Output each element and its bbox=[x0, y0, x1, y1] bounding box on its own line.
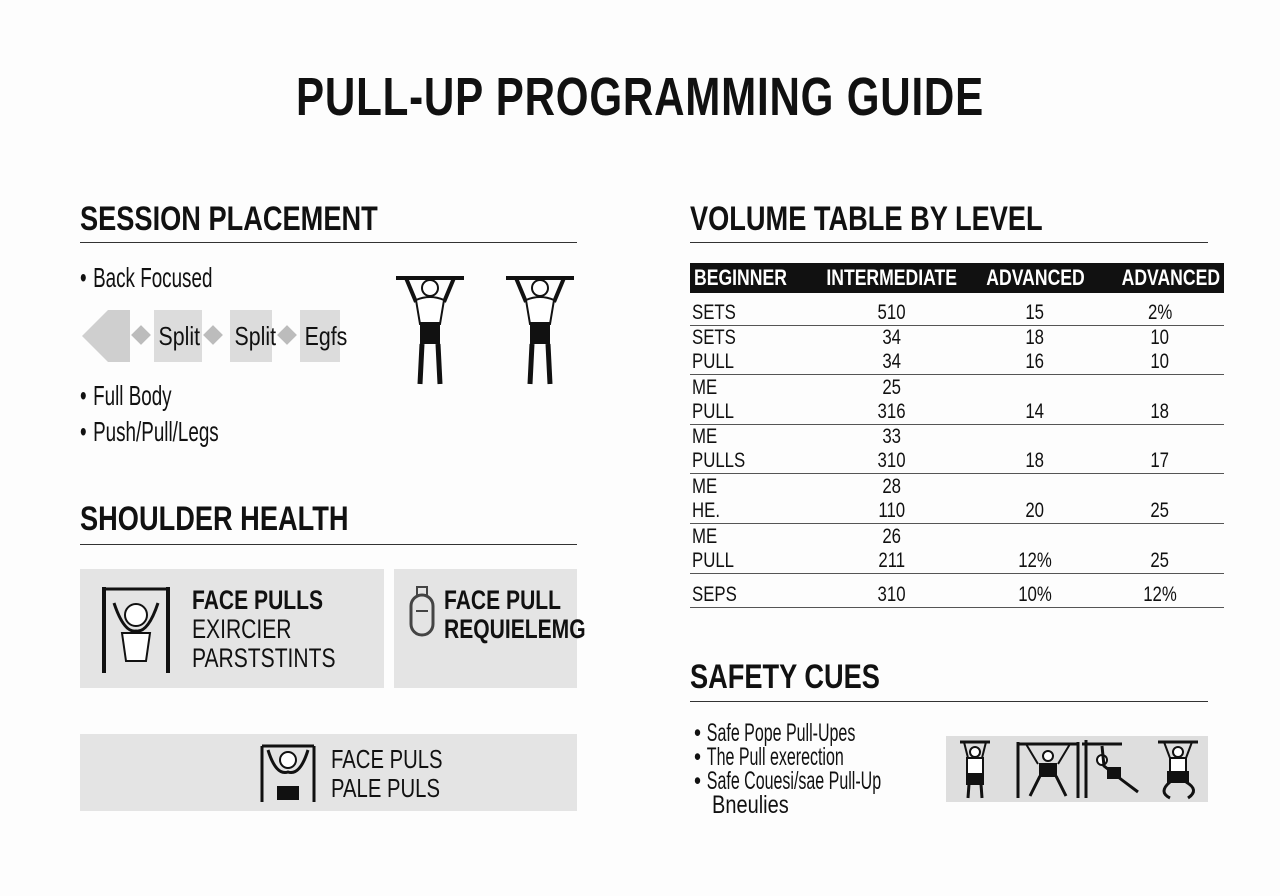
cell-value: 316 bbox=[877, 399, 906, 423]
cell-value: 26 bbox=[882, 524, 902, 548]
table-cell bbox=[1097, 374, 1224, 424]
table-cell bbox=[1097, 523, 1224, 573]
face-pulls-text: FACE PULLS EXIRCIER PARSTSTINTS bbox=[192, 585, 336, 673]
cell-value: 211 bbox=[878, 548, 906, 572]
face-pulls-card bbox=[80, 569, 384, 688]
cell-value: 25 bbox=[1150, 548, 1170, 572]
cell-value: 10 bbox=[1150, 349, 1170, 373]
shoulder-health-heading: SHOULDER HEALTH bbox=[80, 500, 349, 538]
col-header-advanced: ADVANCED bbox=[974, 263, 1097, 293]
face-pull-figure-icon bbox=[258, 742, 318, 804]
col-header-advanced-2: ADVANCED bbox=[1097, 263, 1224, 293]
table-cell bbox=[974, 374, 1097, 424]
session-placement-heading: SESSION PLACEMENT bbox=[80, 200, 378, 238]
cell-value: HE. bbox=[692, 498, 721, 522]
safety-cue-1: • Safe Pope Pull-Upes bbox=[694, 719, 856, 747]
cell-value: 18 bbox=[1150, 399, 1170, 423]
table-cell bbox=[974, 573, 1097, 607]
table-cell bbox=[810, 374, 973, 424]
cell-value: 12% bbox=[1018, 548, 1052, 572]
cell-value: 110 bbox=[878, 498, 906, 522]
cell-value: ME bbox=[692, 524, 718, 548]
face-pull-card bbox=[394, 569, 586, 688]
face-puls-card bbox=[80, 734, 577, 811]
volume-table bbox=[690, 263, 1224, 608]
cell-value: 33 bbox=[882, 424, 902, 448]
volume-table-header bbox=[690, 263, 1224, 293]
cell-value: 34 bbox=[882, 349, 902, 373]
table-cell bbox=[1097, 293, 1224, 325]
bullet-back-focused: • Back Focused bbox=[80, 262, 213, 293]
chip-egfs: Egfs bbox=[300, 310, 340, 362]
session-divider bbox=[80, 242, 577, 243]
table-cell bbox=[690, 293, 810, 325]
safety-cue-3: • Safe Couesi/sae Pull-Up bbox=[694, 767, 881, 795]
table-cell bbox=[974, 523, 1097, 573]
cell-value: SETS bbox=[692, 300, 736, 324]
volume-divider bbox=[690, 242, 1208, 243]
cell-value: 12% bbox=[1143, 582, 1177, 606]
table-cell bbox=[810, 473, 973, 523]
cell-value: ME bbox=[692, 474, 718, 498]
table-cell bbox=[1097, 573, 1224, 607]
table-cell bbox=[690, 523, 810, 573]
kettlebell-icon bbox=[408, 585, 436, 637]
cell-value: PULLS bbox=[692, 448, 746, 472]
safety-cue-2: • The Pull exerection bbox=[694, 743, 844, 771]
table-row bbox=[690, 573, 1224, 607]
cell-value: 14 bbox=[1025, 399, 1045, 423]
col-header-beginner: BEGINNER bbox=[690, 263, 810, 293]
cell-value: 25 bbox=[882, 375, 902, 399]
cell-value: PULL bbox=[692, 349, 735, 373]
table-cell bbox=[810, 573, 973, 607]
table-cell bbox=[974, 293, 1097, 325]
table-cell bbox=[1097, 473, 1224, 523]
cell-value: 18 bbox=[1025, 448, 1045, 472]
col-header-intermediate: INTERMEDIATE bbox=[810, 263, 973, 293]
table-cell bbox=[974, 325, 1097, 374]
cell-value: 310 bbox=[877, 448, 906, 472]
table-cell bbox=[810, 523, 973, 573]
cell-value: 10% bbox=[1018, 582, 1052, 606]
diamond-icon bbox=[131, 325, 151, 345]
cell-value: ME bbox=[692, 424, 718, 448]
cell-value: 34 bbox=[882, 325, 902, 349]
shoulder-divider bbox=[80, 544, 577, 545]
table-cell bbox=[810, 424, 973, 473]
face-pull-text: FACE PULL REQUIELEMG bbox=[444, 585, 586, 644]
diamond-icon bbox=[277, 325, 297, 345]
cell-value: PULL bbox=[692, 548, 735, 572]
table-cell bbox=[690, 424, 810, 473]
diamond-icon bbox=[203, 325, 223, 345]
pull-up-figure-icon bbox=[502, 272, 578, 392]
cell-value: 18 bbox=[1025, 325, 1045, 349]
cell-value: SETS bbox=[692, 325, 736, 349]
table-cell bbox=[810, 325, 973, 374]
face-puls-text: FACE PULS PALE PULS bbox=[331, 744, 443, 803]
bullet-full-body: • Full Body bbox=[80, 380, 172, 411]
table-row bbox=[690, 293, 1224, 325]
back-arrow-shape bbox=[82, 310, 108, 362]
cell-value: 15 bbox=[1025, 300, 1045, 324]
cell-value: 28 bbox=[882, 474, 902, 498]
cell-value: 17 bbox=[1150, 448, 1170, 472]
table-cell bbox=[974, 424, 1097, 473]
chip-split-1: Split bbox=[154, 310, 202, 362]
cell-value: ME bbox=[692, 375, 718, 399]
cell-value: SEPS bbox=[692, 582, 737, 606]
table-cell bbox=[690, 573, 810, 607]
table-cell bbox=[1097, 424, 1224, 473]
table-cell bbox=[690, 473, 810, 523]
safety-cues-heading: SAFETY CUES bbox=[690, 658, 880, 696]
table-cell bbox=[690, 374, 810, 424]
cell-value: 10 bbox=[1150, 325, 1170, 349]
cell-value: 20 bbox=[1025, 498, 1045, 522]
table-cell bbox=[974, 473, 1097, 523]
face-pull-figure-icon bbox=[96, 583, 176, 675]
pull-up-figure-icon bbox=[392, 272, 468, 392]
table-row bbox=[690, 424, 1224, 473]
cell-value: 510 bbox=[877, 300, 906, 324]
cell-value: 2% bbox=[1147, 300, 1173, 324]
page-title: PULL-UP PROGRAMMING GUIDE bbox=[296, 67, 984, 127]
table-cell bbox=[1097, 325, 1224, 374]
table-row bbox=[690, 374, 1224, 424]
safety-figures-strip bbox=[946, 736, 1208, 802]
table-row bbox=[690, 473, 1224, 523]
cell-value: 16 bbox=[1025, 349, 1045, 373]
safety-cue-4: Bneulies bbox=[712, 791, 789, 819]
volume-table-heading: VOLUME TABLE BY LEVEL bbox=[690, 200, 1043, 238]
table-row bbox=[690, 523, 1224, 573]
table-cell bbox=[690, 325, 810, 374]
table-cell bbox=[810, 293, 973, 325]
cell-value: 310 bbox=[877, 582, 906, 606]
safety-divider bbox=[690, 701, 1208, 702]
pull-up-figures-icon bbox=[946, 736, 1208, 802]
table-row bbox=[690, 325, 1224, 374]
chip-split-2: Split bbox=[230, 310, 272, 362]
bullet-push-pull-legs: • Push/Pull/Legs bbox=[80, 416, 219, 447]
cell-value: PULL bbox=[692, 399, 735, 423]
arrow-body bbox=[108, 310, 130, 362]
cell-value: 25 bbox=[1150, 498, 1170, 522]
